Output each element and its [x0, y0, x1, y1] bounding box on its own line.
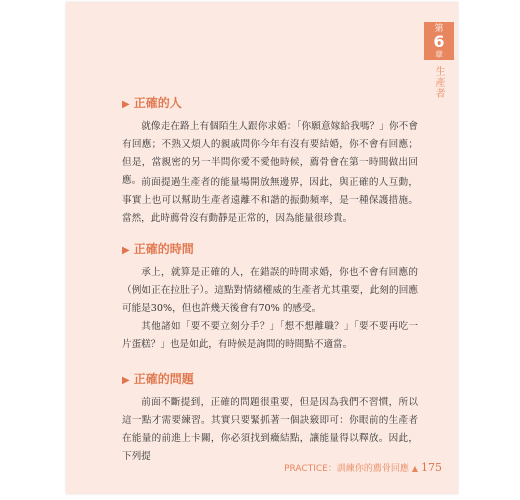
page-footer	[282, 461, 442, 474]
paragraph: 前面提過生產者的能量場開放無邊界，因此，與正確的人互動，事實上也可以幫助生產者遠離不和諧的振動頻率，是一種保護措施。當然，此時薦骨沒有動靜是正常的，因為能量很珍貴。	[122, 177, 418, 224]
chapter-prefix: 第	[434, 24, 444, 34]
chapter-suffix: 章	[435, 50, 443, 59]
paragraph: 就像走在路上有個陌生人跟你求婚：「你願意嫁給我嗎？」你不會有回應；不熟又煩人的親戚問你今年有沒有要結婚，你不會有回應；但是，當親密的另一半問你愛不愛他時候，薦骨會在第一時間做出回應。	[122, 121, 418, 186]
page-number: 175	[421, 461, 442, 474]
section-heading	[122, 94, 182, 111]
section-heading-text: 正確的問題	[133, 372, 194, 386]
section-heading	[122, 240, 194, 257]
paragraph: 其他諸如「要不要立刻分手？」「想不想離職？」「要不要再吃一片蛋糕？」也是如此，有時候是詢問的時間點不適當。	[122, 321, 418, 350]
section-heading-text: 正確的人	[133, 96, 182, 110]
section-body	[122, 394, 418, 466]
section-heading-text: 正確的時間	[133, 242, 194, 256]
section-body	[122, 264, 418, 318]
section-heading	[122, 370, 194, 387]
chapter-number: 6	[433, 32, 445, 51]
triangle-bullet-icon: ▶	[122, 245, 130, 256]
triangle-bullet-icon: ▶	[122, 99, 130, 110]
chapter-side-title: 生產者	[433, 66, 444, 99]
triangle-bullet-icon: ▶	[122, 375, 130, 386]
triangle-marker-icon: ▲	[411, 464, 418, 473]
chapter-tab	[424, 22, 454, 60]
paragraph: 承上，就算是正確的人，在錯誤的時間求婚，你也不會有回應的（例如正在拉肚子）。這點對情緒權威的生產者尤其重要，此刻的回應可能是30%，但也許幾天後會有70% 的感受。	[122, 267, 418, 314]
paragraph: 前面不斷提到，正確的問題很重要，但是因為我們不習慣，所以這一點才需要練習。其實只要緊抓著一個訣竅即可：你眼前的生產者在能量的前進上卡關，你必須找到癥結點，讓能量得以釋放。因此，下列提	[122, 397, 418, 462]
section-body	[122, 318, 418, 354]
section-body	[122, 174, 418, 228]
footer-label: PRACTICE：訓練你的薦骨回應	[284, 464, 409, 474]
